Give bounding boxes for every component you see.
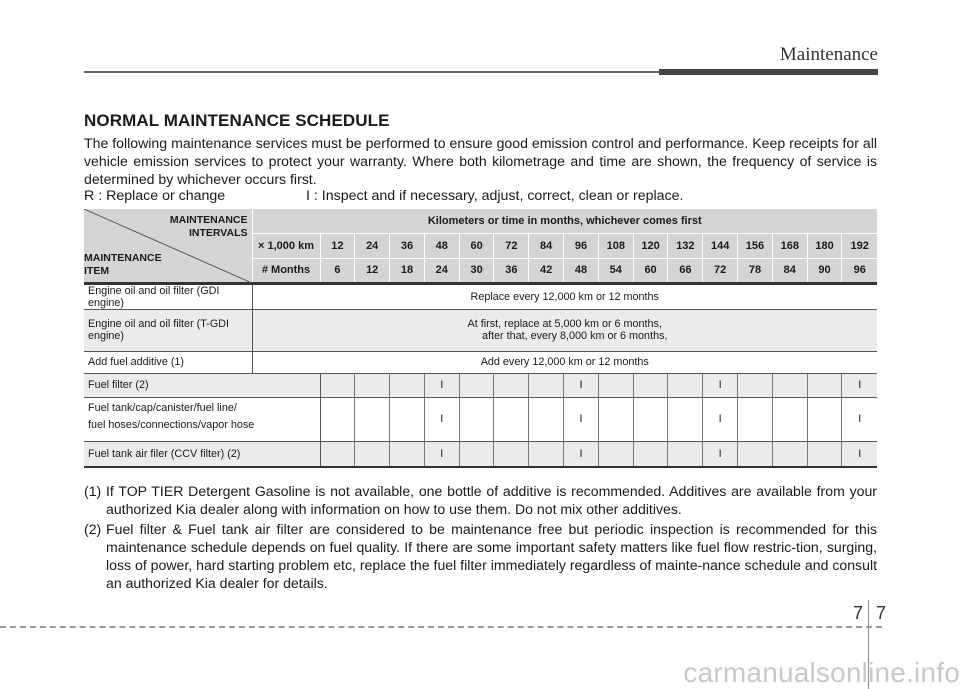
km-interval-cell: 192 xyxy=(842,233,877,258)
corner-item-line1: MAINTENANCE xyxy=(84,251,162,264)
schedule-cell xyxy=(494,441,529,467)
month-interval-cell: 48 xyxy=(564,258,599,283)
item-engine-oil-gdi: Engine oil and oil filter (GDI engine) xyxy=(84,283,252,309)
km-interval-cell: 120 xyxy=(633,233,668,258)
schedule-cell xyxy=(807,373,842,397)
schedule-cell xyxy=(320,373,355,397)
schedule-cell xyxy=(390,441,425,467)
schedule-cell xyxy=(772,373,807,397)
schedule-cell: I xyxy=(703,441,738,467)
km-interval-cell: 168 xyxy=(772,233,807,258)
month-interval-cell: 24 xyxy=(424,258,459,283)
km-interval-cell: 144 xyxy=(703,233,738,258)
schedule-cell xyxy=(738,441,773,467)
schedule-cell xyxy=(668,397,703,441)
month-interval-cell: 36 xyxy=(494,258,529,283)
schedule-cell xyxy=(459,441,494,467)
month-interval-cell: 6 xyxy=(320,258,355,283)
schedule-cell: I xyxy=(424,373,459,397)
schedule-cell: I xyxy=(424,397,459,441)
km-interval-cell: 108 xyxy=(598,233,633,258)
schedule-cell xyxy=(494,397,529,441)
km-interval-cell: 60 xyxy=(459,233,494,258)
maintenance-schedule-table xyxy=(84,209,877,468)
item-fuel-filter: Fuel filter (2) xyxy=(84,373,320,397)
schedule-cell: I xyxy=(842,397,877,441)
schedule-cell xyxy=(807,441,842,467)
schedule-cell xyxy=(738,373,773,397)
schedule-cell xyxy=(459,373,494,397)
schedule-cell: I xyxy=(703,397,738,441)
page-number: 7 xyxy=(876,603,887,623)
item-fuel-tank-lines-line1: Fuel tank/cap/canister/fuel line/ xyxy=(88,402,237,414)
schedule-cell xyxy=(529,373,564,397)
footnote-2-marker: (2) xyxy=(84,521,102,537)
km-interval-cell: 180 xyxy=(807,233,842,258)
interval-title: Kilometers or time in months, whichever comes first xyxy=(252,209,877,233)
schedule-cell xyxy=(807,397,842,441)
watermark: carmanualsonline.info xyxy=(683,657,960,688)
km-interval-cell: 72 xyxy=(494,233,529,258)
corner-intervals-line2: INTERVALS xyxy=(188,227,248,239)
legend-replace: R : Replace or change xyxy=(84,188,226,204)
schedule-cell xyxy=(355,373,390,397)
month-interval-cell: 78 xyxy=(738,258,773,283)
schedule-heading: NORMAL MAINTENANCE SCHEDULE xyxy=(84,111,390,130)
month-interval-cell: 66 xyxy=(668,258,703,283)
schedule-cell xyxy=(633,397,668,441)
schedule-cell xyxy=(668,373,703,397)
km-interval-cell: 96 xyxy=(564,233,599,258)
schedule-cell xyxy=(320,397,355,441)
item-engine-oil-tgdi: Engine oil and oil filter (T-GDI engine) xyxy=(84,309,252,351)
schedule-cell: I xyxy=(564,397,599,441)
note-engine-oil-tgdi-line1: At first, replace at 5,000 km or 6 months, xyxy=(467,318,662,330)
schedule-cell: I xyxy=(842,373,877,397)
schedule-cell xyxy=(598,373,633,397)
schedule-cell xyxy=(390,397,425,441)
month-interval-cell: 96 xyxy=(842,258,877,283)
schedule-cell xyxy=(633,373,668,397)
month-interval-cell: 60 xyxy=(633,258,668,283)
legend-inspect: I : Inspect and if necessary, adjust, correct, clean or replace. xyxy=(306,188,684,204)
schedule-cell: I xyxy=(564,441,599,467)
schedule-cell xyxy=(529,441,564,467)
corner-item-line2: ITEM xyxy=(84,264,110,277)
schedule-cell: I xyxy=(564,373,599,397)
footnote-2 xyxy=(84,520,877,592)
schedule-cell: I xyxy=(842,441,877,467)
months-label: # Months xyxy=(252,258,320,283)
km-interval-cell: 84 xyxy=(529,233,564,258)
corner-intervals-line1: MAINTENANCE xyxy=(169,214,248,226)
km-interval-cell: 24 xyxy=(355,233,390,258)
intro-paragraph: The following maintenance services must be performed to ensure good emission control and performance. Keep receipts for all vehicle emission services to protect your warranty. Where both kilometrage and time are shown, the frequency of service is determined by whichever occurs first. xyxy=(84,135,877,187)
schedule-cell xyxy=(598,397,633,441)
km-interval-cell: 36 xyxy=(390,233,425,258)
note-fuel-additive: Add every 12,000 km or 12 months xyxy=(252,351,877,373)
schedule-cell xyxy=(390,373,425,397)
schedule-cell xyxy=(633,441,668,467)
schedule-cell xyxy=(772,397,807,441)
schedule-cell xyxy=(668,441,703,467)
note-engine-oil-tgdi xyxy=(252,309,877,351)
km-interval-cell: 12 xyxy=(320,233,355,258)
footnote-1-text: If TOP TIER Detergent Gasoline is not available, one bottle of additive is recommended. Additives are available from your authorized Kia dealer along with information on how to use them. Do not mix other additives. xyxy=(106,483,877,517)
month-interval-cell: 90 xyxy=(807,258,842,283)
km-interval-cell: 156 xyxy=(738,233,773,258)
page-chapter-number: 7 xyxy=(853,603,864,623)
header-rule-accent xyxy=(659,69,878,75)
item-fuel-additive: Add fuel additive (1) xyxy=(84,351,252,373)
footnote-2-text: Fuel filter & Fuel tank air filter are considered to be maintenance free but periodic inspection is recommended for this maintenance schedule depends on fuel quality. If there are some important safety matters like fuel flow restric-tion, surging, loss of power, hard starting problem etc, replace the fuel filter immediately regardless of mainte-nance schedule and consult an authorized Kia dealer for details. xyxy=(106,521,877,591)
footnotes xyxy=(84,482,877,594)
schedule-cell xyxy=(459,397,494,441)
footnote-1-marker: (1) xyxy=(84,483,102,499)
schedule-cell xyxy=(355,397,390,441)
km-interval-cell: 48 xyxy=(424,233,459,258)
item-fuel-tank-lines-line2: fuel hoses/connections/vapor hose xyxy=(88,419,255,431)
schedule-cell xyxy=(738,397,773,441)
month-interval-cell: 30 xyxy=(459,258,494,283)
km-label: × 1,000 km xyxy=(252,233,320,258)
schedule-cell xyxy=(772,441,807,467)
month-interval-cell: 54 xyxy=(598,258,633,283)
month-interval-cell: 42 xyxy=(529,258,564,283)
schedule-cell: I xyxy=(424,441,459,467)
note-engine-oil-tgdi-line2: after that, every 8,000 km or 6 months, xyxy=(482,330,668,342)
item-fuel-tank-air-filter: Fuel tank air filer (CCV filter) (2) xyxy=(84,441,320,467)
km-interval-cell: 132 xyxy=(668,233,703,258)
month-interval-cell: 18 xyxy=(390,258,425,283)
item-fuel-tank-lines xyxy=(84,397,320,441)
month-interval-cell: 72 xyxy=(703,258,738,283)
table-corner-header xyxy=(84,209,252,283)
section-title: Maintenance xyxy=(779,44,878,65)
schedule-cell xyxy=(598,441,633,467)
month-interval-cell: 12 xyxy=(355,258,390,283)
footer-rule xyxy=(0,626,882,628)
schedule-cell xyxy=(529,397,564,441)
month-interval-cell: 84 xyxy=(772,258,807,283)
schedule-cell: I xyxy=(703,373,738,397)
note-engine-oil-gdi: Replace every 12,000 km or 12 months xyxy=(252,283,877,309)
footnote-1 xyxy=(84,482,877,518)
schedule-cell xyxy=(355,441,390,467)
schedule-cell xyxy=(320,441,355,467)
schedule-cell xyxy=(494,373,529,397)
header-rule xyxy=(84,71,664,73)
